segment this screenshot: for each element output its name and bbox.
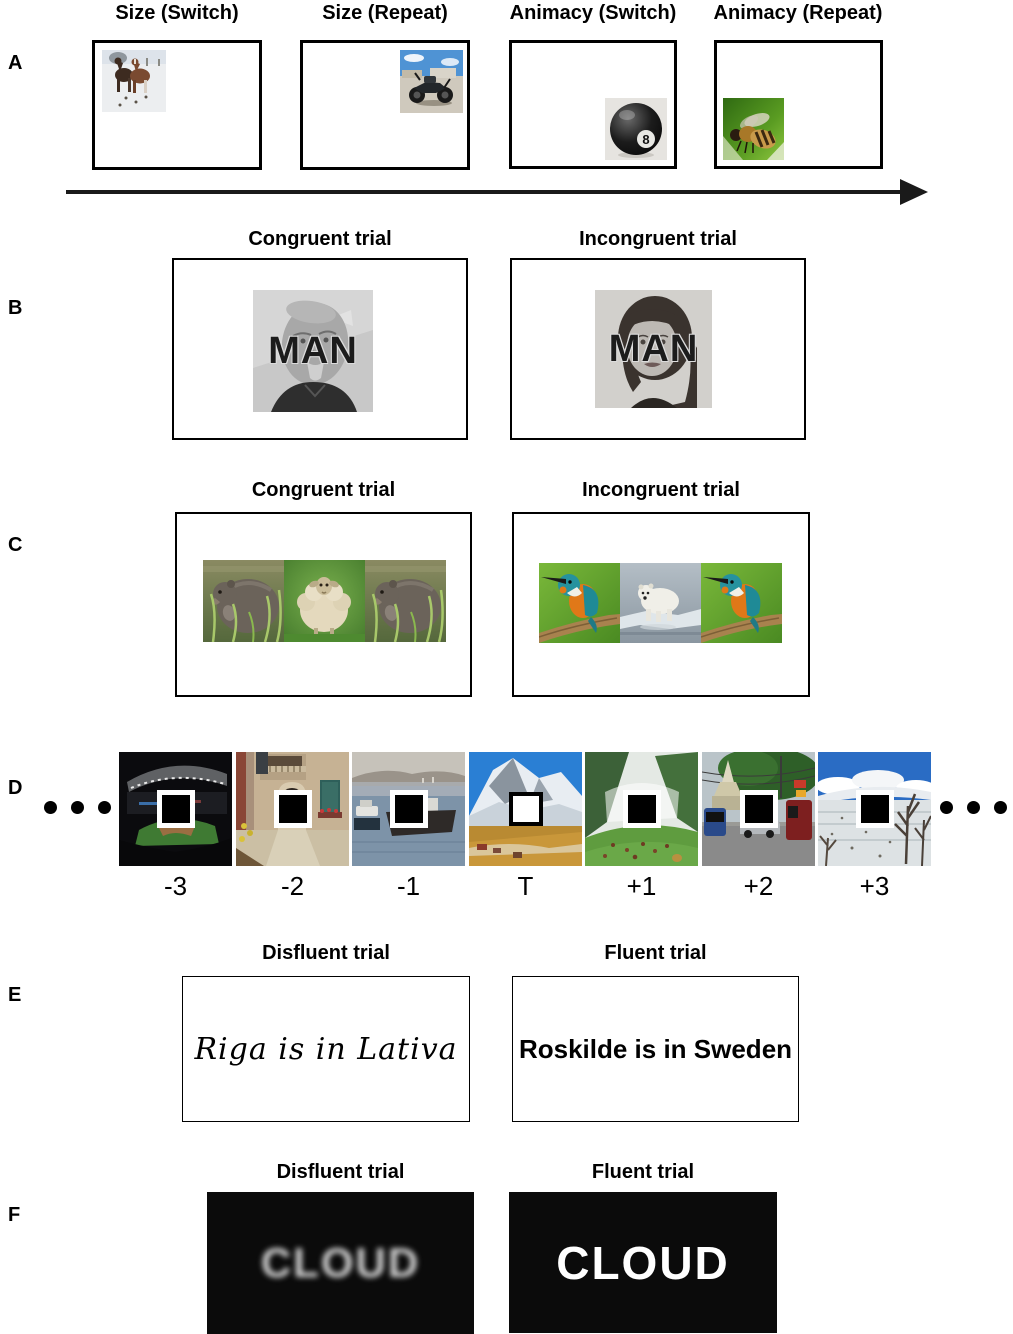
incongruent-trial-title-b: Incongruent trial [579, 228, 737, 250]
congruent-trial-title-b: Congruent trial [248, 228, 392, 250]
ellipsis-dots-right [940, 801, 1007, 814]
timeline-arrow-head [900, 179, 928, 205]
fixation-square-black [274, 790, 312, 828]
fixation-square-target-white [509, 792, 543, 826]
sequence-label-target: T [517, 871, 534, 901]
dot [940, 801, 953, 814]
timeline-arrow-line [66, 190, 902, 194]
panel-d-label: D [8, 777, 23, 799]
fluent-sentence: Roskilde is in Sweden [518, 1033, 793, 1064]
sequence-label-plus1: +1 [626, 871, 657, 901]
fluent-trial-frame-f [509, 1192, 777, 1333]
fixation-square-black [856, 790, 894, 828]
dot [71, 801, 84, 814]
fixation-square-black [740, 790, 778, 828]
dot [967, 801, 980, 814]
condition-title-size-switch: Size (Switch) [115, 2, 239, 24]
panel-e-label: E [8, 984, 22, 1006]
beaver-image-left [203, 560, 284, 642]
incongruent-trial-title-c: Incongruent trial [582, 479, 740, 501]
sequence-label-minus1: -1 [396, 871, 421, 901]
horses-in-snow-image [102, 50, 166, 112]
fluent-trial-title-f: Fluent trial [591, 1161, 695, 1183]
motorcycle-image [400, 50, 463, 113]
man-word-overlay-incongruent: MAN [608, 327, 699, 370]
sequence-label-minus3: -3 [163, 871, 188, 901]
eight-ball-image [605, 98, 667, 160]
fluent-word-sharp: CLOUD [556, 1236, 730, 1289]
bee-on-leaf-image [723, 98, 784, 160]
sequence-label-plus2: +2 [743, 871, 774, 901]
panel-a-label: A [8, 52, 23, 74]
disfluent-trial-frame-e [182, 976, 470, 1122]
disfluent-trial-frame-f [207, 1192, 474, 1334]
disfluent-trial-title-f: Disfluent trial [276, 1161, 405, 1183]
disfluent-sentence: Riga is in Lativa [194, 1031, 458, 1067]
man-word-overlay-congruent: MAN [268, 329, 358, 372]
congruent-trial-title-c: Congruent trial [251, 479, 396, 501]
sheep-image [284, 560, 365, 642]
fixation-square-black [390, 790, 428, 828]
condition-title-size-repeat: Size (Repeat) [322, 2, 448, 24]
sequence-label-plus3: +3 [859, 871, 890, 901]
panel-c-label: C [8, 534, 23, 556]
fluent-trial-frame-e [512, 976, 799, 1122]
eight-ball-number: 8 [642, 132, 650, 147]
sequence-label-minus2: -2 [280, 871, 305, 901]
beaver-image-right [365, 560, 446, 642]
fluent-trial-title-e: Fluent trial [604, 942, 707, 964]
disfluent-trial-title-e: Disfluent trial [262, 942, 390, 964]
disfluent-word-blurred: CLOUD [260, 1239, 421, 1286]
panel-b-label: B [8, 297, 23, 319]
fixation-square-black [623, 790, 661, 828]
dot [994, 801, 1007, 814]
kingfisher-image-right [701, 563, 782, 643]
ellipsis-dots-left [44, 801, 111, 814]
panel-f-label: F [8, 1204, 21, 1226]
fixation-square-black [157, 790, 195, 828]
kingfisher-image-left [539, 563, 620, 643]
condition-title-animacy-switch: Animacy (Switch) [509, 2, 677, 24]
dot [44, 801, 57, 814]
dot [98, 801, 111, 814]
condition-title-animacy-repeat: Animacy (Repeat) [713, 2, 883, 24]
polar-bear-image [620, 563, 701, 643]
